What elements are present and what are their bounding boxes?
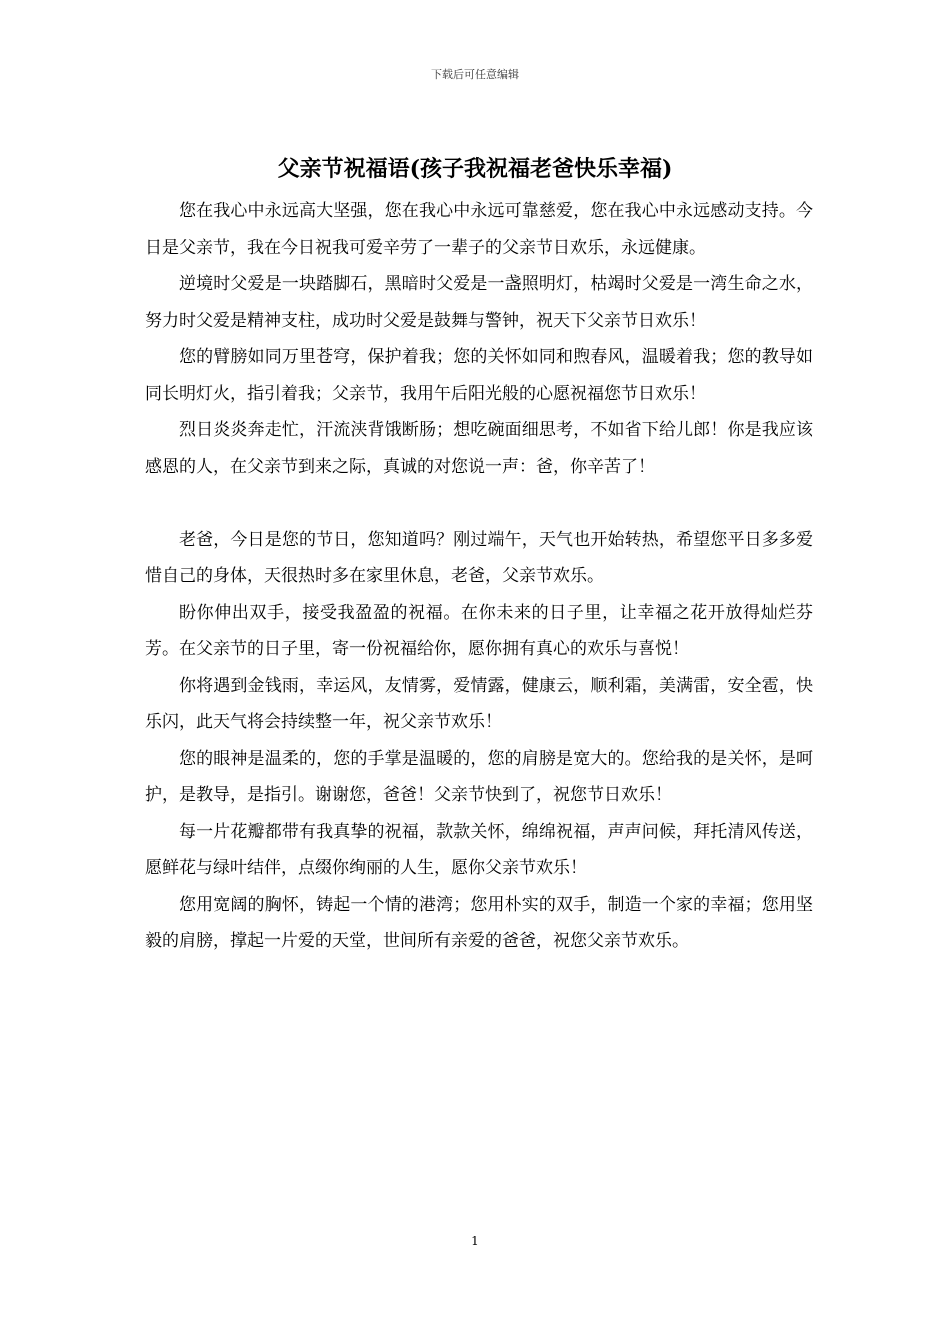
paragraph-2: 逆境时父爱是一块踏脚石，黑暗时父爱是一盏照明灯，枯竭时父爱是一湾生命之水，努力时父爱是精神支柱，成功时父爱是鼓舞与警钟，祝天下父亲节日欢乐！ <box>145 274 813 331</box>
paragraph-5: 老爸，今日是您的节日，您知道吗？刚过端午，天气也开始转热，希望您平日多多爱惜自己的身体，天很热时多在家里休息，老爸，父亲节欢乐。 <box>145 529 813 586</box>
paragraph-6: 盼你伸出双手，接受我盈盈的祝福。在你未来的日子里，让幸福之花开放得灿烂芬芳。在父亲节的日子里，寄一份祝福给你，愿你拥有真心的欢乐与喜悦！ <box>145 602 813 659</box>
blank-line <box>145 485 813 522</box>
header-note: 下载后可任意编辑 <box>431 68 519 81</box>
paragraph-10: 您用宽阔的胸怀，铸起一个情的港湾；您用朴实的双手，制造一个家的幸福；您用坚毅的肩膀，撑起一片爱的天堂，世间所有亲爱的爸爸，祝您父亲节欢乐。 <box>145 894 813 951</box>
page-number: 1 <box>471 1234 479 1248</box>
paragraph-8: 您的眼神是温柔的，您的手掌是温暖的，您的肩膀是宽大的。您给我的是关怀，是呵护，是教导，是指引。谢谢您，爸爸！父亲节快到了，祝您节日欢乐！ <box>145 748 813 805</box>
body-text <box>145 193 813 960</box>
paragraph-4: 烈日炎炎奔走忙，汗流浃背饿断肠；想吃碗面细思考，不如省下给儿郎！你是我应该感恩的人，在父亲节到来之际，真诚的对您说一声：爸，你辛苦了！ <box>145 420 813 477</box>
document-title: 父亲节祝福语(孩子我祝福老爸快乐幸福) <box>277 156 673 182</box>
paragraph-9: 每一片花瓣都带有我真挚的祝福，款款关怀，绵绵祝福，声声问候，拜托清风传送，愿鲜花与绿叶结伴，点缀你绚丽的人生，愿你父亲节欢乐！ <box>145 821 813 878</box>
paragraph-7: 你将遇到金钱雨，幸运风，友情雾，爱情露，健康云，顺利霜，美满雷，安全雹，快乐闪，此天气将会持续整一年，祝父亲节欢乐！ <box>145 675 813 732</box>
paragraph-1: 您在我心中永远高大坚强，您在我心中永远可靠慈爱，您在我心中永远感动支持。今日是父亲节，我在今日祝我可爱辛劳了一辈子的父亲节日欢乐，永远健康。 <box>145 201 813 258</box>
paragraph-3: 您的臂膀如同万里苍穹，保护着我；您的关怀如同和煦春风，温暖着我；您的教导如同长明灯火，指引着我；父亲节，我用午后阳光般的心愿祝福您节日欢乐！ <box>145 347 813 404</box>
